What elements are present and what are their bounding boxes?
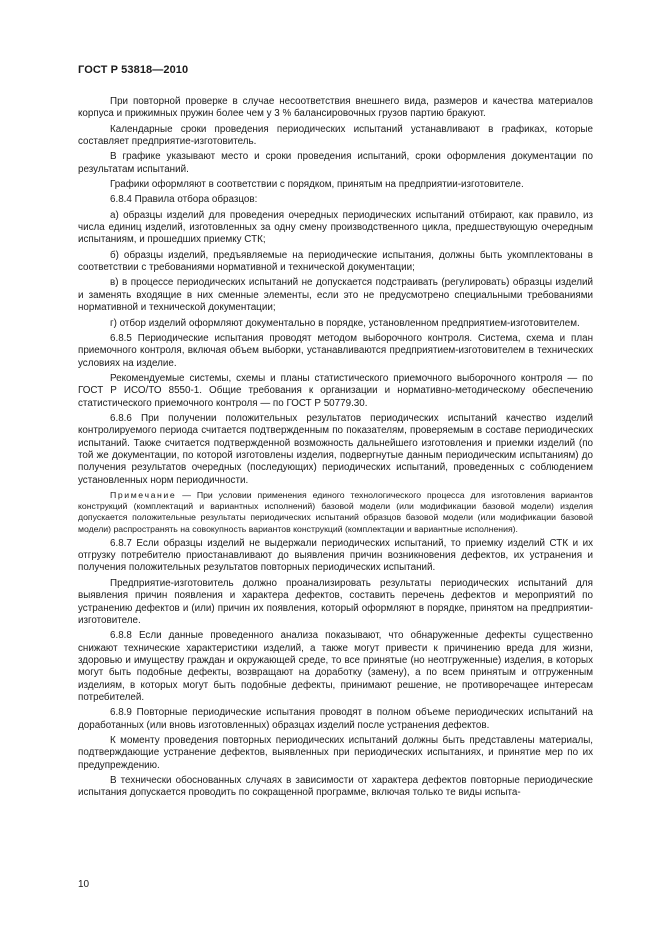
section-heading-6-8-4: 6.8.4 Правила отбора образцов: (110, 194, 258, 206)
paragraph: Графики оформляют в соответствии с порядком, принятым на предприятии-изготовителе. (110, 179, 524, 191)
paragraph: При повторной проверке в случае несоответствия внешнего вида, размеров и качества материалов корпуса и прижимных пружин более чем у 3 % балансировочных грузов партию бракуют. (78, 96, 593, 120)
paragraph-6-8-8: 6.8.8 Если данные проведенного анализа показывают, что обнаруженные дефекты существенно снижают технические характеристики изделий, а также могут привести к причинению вреда для жизни, здоровью и имуществу граждан и окружающей среде, то все принятые (но неотгруженные) изделия, в которых могут быть подобные дефекты, возвращают на доработку (замену), а по всем принятым и отгруженным изделиям, в которых могут быть подобные дефекты, принимают решение, не противоречащее интересам потребителей. (78, 630, 593, 703)
document-header: ГОСТ Р 53818—2010 (78, 64, 189, 76)
paragraph: Предприятие-изготовитель должно проанализировать результаты периодических испытаний для выявления причин появления и характера дефектов, составить перечень дефектов и мероприятий по устранению дефектов и (или) причин их появления, который оформляют в порядке, принятом на предприятии-изготовителе. (78, 577, 593, 626)
document-body (78, 96, 593, 803)
list-item-a: а) образцы изделий для проведения очередных периодических испытаний отбирают, как правило, из числа единиц изделий, изготовленных за одну смену производственного цикла, предшествующую очередным испытаниям, и прошедших приемку СТК; (78, 209, 593, 246)
paragraph-6-8-6: 6.8.6 При получении положительных результатов периодических испытаний качество изделий контролируемого периода считается подтвержденным по показателям, проверяемым в составе периодических испытаний. Также считается подтвержденной возможность дальнейшего изготовления и приемки изделий (по той же документации, по которой изготовлены изделия, подвергнутые данным периодическим испытаниям) до получения результатов очередных (последующих) периодических испытаний, проведенных с соблюдением установленных норм периодичности. (78, 412, 593, 486)
page-number: 10 (78, 879, 90, 890)
paragraph: Календарные сроки проведения периодических испытаний устанавливают в графиках, которые составляет предприятие-изготовитель. (78, 123, 593, 148)
paragraph: В графике указывают место и сроки проведения испытаний, сроки оформления документации по результатам испытаний. (78, 151, 593, 175)
note (78, 490, 593, 535)
list-item-b: б) образцы изделий, предъявляемые на периодические испытания, должны быть укомплектованы в соответствии с требованиями нормативной и технической документации; (78, 249, 593, 274)
note-label: Примечание (110, 489, 177, 500)
paragraph-6-8-5: 6.8.5 Периодические испытания проводят методом выборочного контроля. Система, схема и план приемочного контроля, включая объем выборки, устанавливаются предприятием-изготовителем в технических условиях на изделие. (78, 332, 593, 369)
paragraph: В технически обоснованных случаях в зависимости от характера дефектов повторные периодические испытания допускается проводить по сокращенной программе, включая только те виды испыта- (78, 774, 593, 799)
paragraph-6-8-9: 6.8.9 Повторные периодические испытания проводят в полном объеме периодических испытаний на доработанных (или вновь изготовленных) образцах изделий после устранения дефектов. (78, 707, 593, 731)
note-text: — При условии применения единого технологического процесса для изготовления вариантов конструкций (комплектаций и вариантных исполнений) базовой модели (или модификации базовой модели) изделия допускается положительные результаты периодических испытаний образцов базовой модели (или модификации базовой модели) распространять на совокупность вариантов конструкций (комплектации и вариантные исполнения). (78, 489, 593, 534)
list-item-v: в) в процессе периодических испытаний не допускается подстраивать (регулировать) образцы изделий и заменять входящие в них сменные элементы, если это не предусмотрено специальными требованиями нормативной и технической документации; (78, 277, 593, 314)
paragraph: Рекомендуемые системы, схемы и планы статистического приемочного выборочного контроля — по ГОСТ Р ИСО/ТО 8550-1. Общие требования к организации и нормативно-методическому обеспечению статистического приемочного контроля — по ГОСТ Р 50779.30. (78, 372, 593, 409)
paragraph: К моменту проведения повторных периодических испытаний должны быть представлены материалы, подтверждающие устранение дефектов, выявленных при периодических испытаниях, и принятие мер по их предупреждению. (78, 734, 593, 771)
list-item-g: г) отбор изделий оформляют документально в порядке, установленном предприятием-изготовителем. (110, 317, 580, 329)
paragraph-6-8-7: 6.8.7 Если образцы изделий не выдержали периодических испытаний, то приемку изделий СТК и их отгрузку потребителю приостанавливают до выявления причин возникновения дефектов, их устранения и получения положительных результатов повторных периодических испытаний. (78, 537, 593, 574)
